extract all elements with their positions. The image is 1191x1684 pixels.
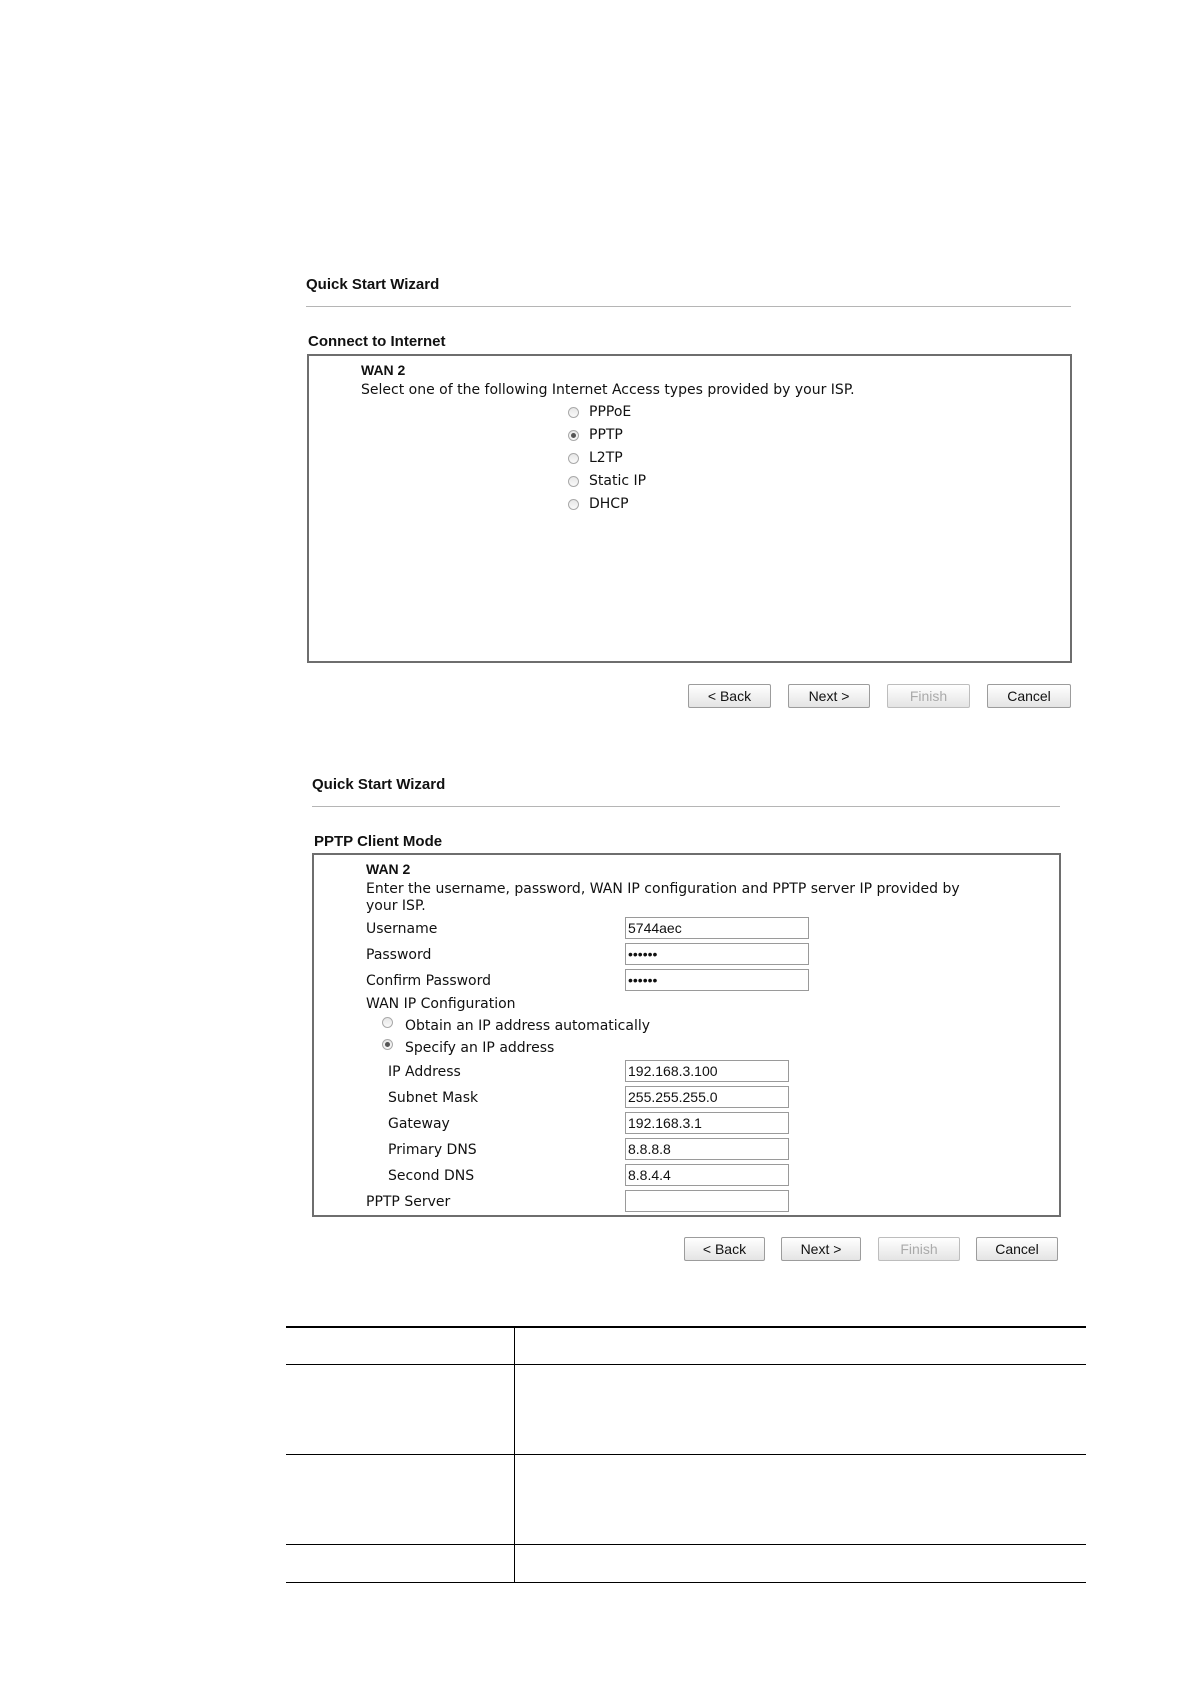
primary-dns-label: Primary DNS [388,1142,477,1158]
finish-button[interactable]: Finish [878,1237,960,1261]
radio-button[interactable] [568,453,579,464]
gateway-field[interactable]: 192.168.3.1 [625,1112,789,1134]
second-dns-label: Second DNS [388,1168,475,1184]
option-label: PPTP [589,427,623,443]
next-button[interactable]: Next > [788,684,870,708]
section-title: PPTP Client Mode [314,833,443,850]
option-label: Specify an IP address [405,1040,555,1056]
radio-button[interactable] [568,499,579,510]
cancel-button[interactable]: Cancel [987,684,1071,708]
instruction-text-continued: your ISP. [366,898,426,914]
cancel-button[interactable]: Cancel [976,1237,1058,1261]
instruction-text: Enter the username, password, WAN IP configuration and PPTP server IP provided by [366,881,960,897]
primary-dns-field[interactable]: 8.8.8.8 [625,1138,789,1160]
wan-label: WAN 2 [366,861,411,877]
wan-ip-configuration-label: WAN IP Configuration [366,996,516,1012]
ip-address-field[interactable]: 192.168.3.100 [625,1060,789,1082]
pptp-client-mode-panel [312,853,1061,1217]
confirm-password-field[interactable]: •••••• [625,969,809,991]
title-divider [306,306,1071,307]
table-column-divider [514,1327,515,1583]
password-label: Password [366,947,432,963]
wizard-title: Quick Start Wizard [306,276,440,293]
username-label: Username [366,921,438,937]
password-field[interactable]: •••••• [625,943,809,965]
table-row-rule [286,1544,1086,1545]
instruction-text: Select one of the following Internet Access types provided by your ISP. [361,382,855,398]
radio-button[interactable] [382,1017,393,1028]
username-field[interactable]: 5744aec [625,917,809,939]
radio-button[interactable] [568,407,579,418]
finish-button[interactable]: Finish [887,684,970,708]
gateway-label: Gateway [388,1116,450,1132]
confirm-password-label: Confirm Password [366,973,492,989]
table-header-rule [286,1364,1086,1365]
next-button[interactable]: Next > [781,1237,861,1261]
subnet-mask-field[interactable]: 255.255.255.0 [625,1086,789,1108]
second-dns-field[interactable]: 8.8.4.4 [625,1164,789,1186]
wizard-title: Quick Start Wizard [312,776,446,793]
subnet-mask-label: Subnet Mask [388,1090,479,1106]
ip-address-label: IP Address [388,1064,461,1080]
table-bottom-rule [286,1582,1086,1583]
table-top-rule [286,1326,1086,1328]
pptp-server-label: PPTP Server [366,1194,451,1210]
option-label: PPPoE [589,404,632,420]
option-label: L2TP [589,450,623,466]
radio-button[interactable] [568,430,579,441]
table-row-rule [286,1454,1086,1455]
title-divider [312,806,1060,807]
radio-button[interactable] [568,476,579,487]
pptp-server-field[interactable] [625,1190,789,1212]
back-button[interactable]: < Back [684,1237,765,1261]
option-label: DHCP [589,496,629,512]
wan-label: WAN 2 [361,362,406,378]
option-label: Static IP [589,473,647,489]
option-label: Obtain an IP address automatically [405,1018,651,1034]
connect-to-internet-panel [307,354,1072,663]
radio-button[interactable] [382,1039,393,1050]
back-button[interactable]: < Back [688,684,771,708]
section-title: Connect to Internet [308,333,446,350]
